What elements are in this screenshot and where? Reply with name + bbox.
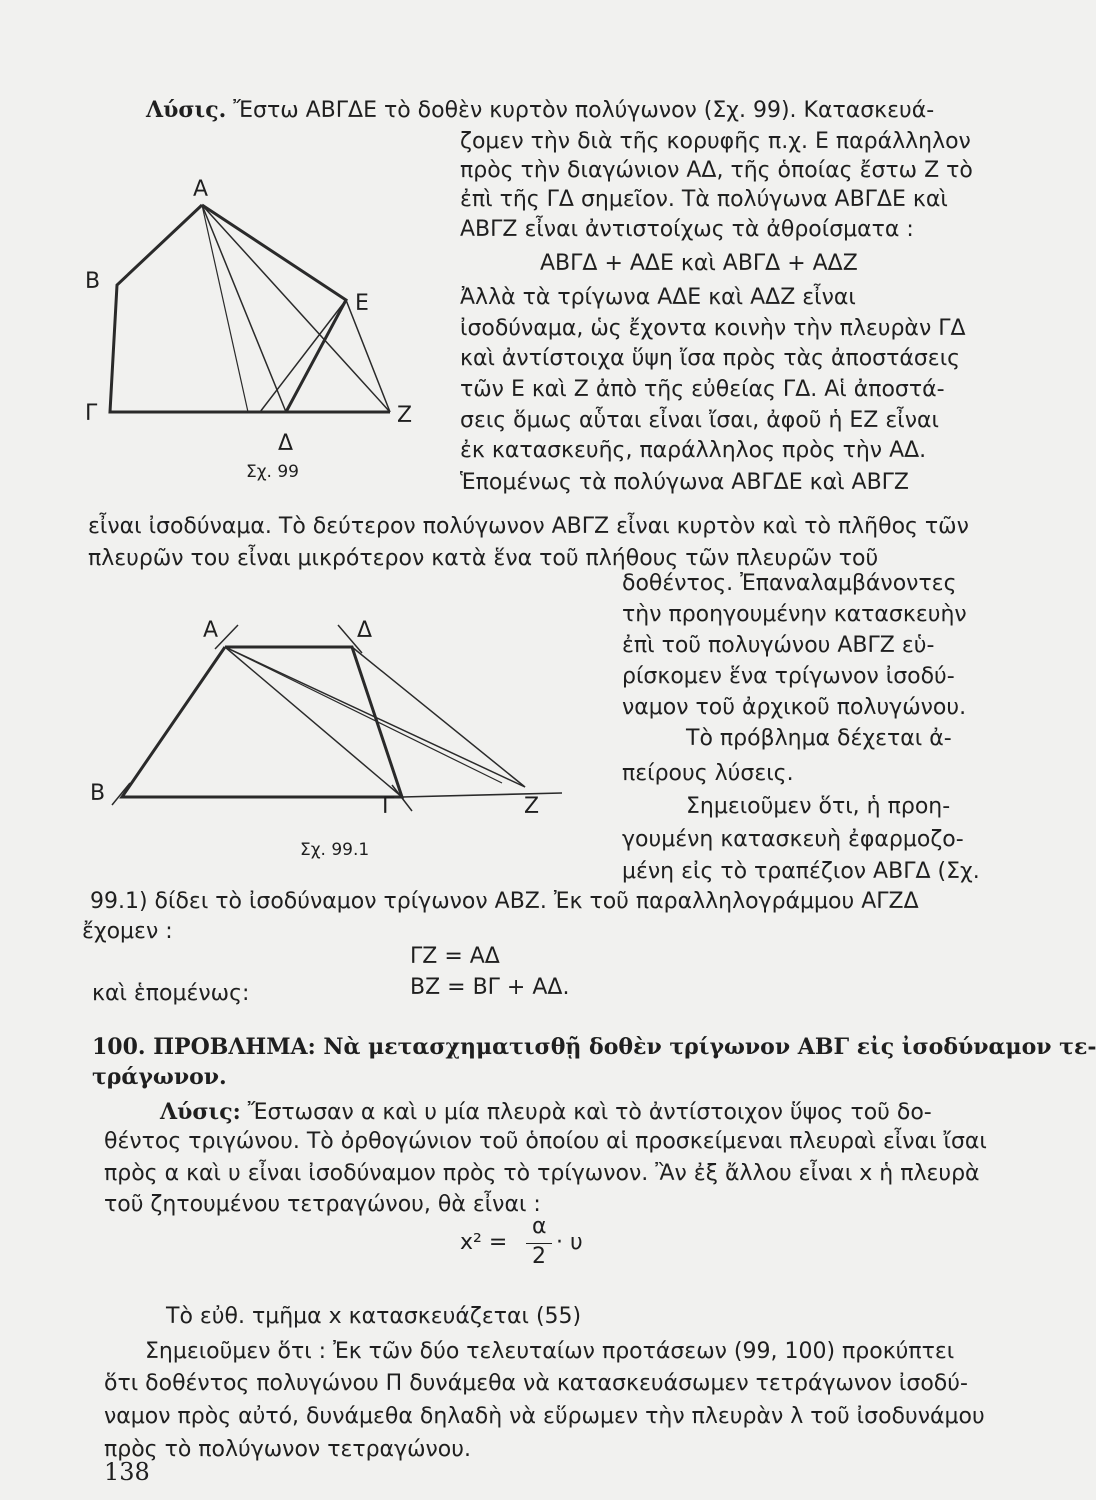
figure-99-1-caption: Σχ. 99.1	[300, 840, 370, 860]
problem-100-heading	[92, 1033, 1096, 1061]
text-line: ὅτι δοθέντος πολυγώνου Π δυνάμεθα νὰ κατασκευάσωμεν τετράγωνον ἰσοδύ-	[104, 1371, 968, 1396]
text-line: ἐπὶ τοῦ πολυγώνου ΑΒΓΖ εὑ-	[622, 633, 935, 658]
page-number: 138	[104, 1458, 150, 1486]
text-line: Ἀλλὰ τὰ τρίγωνα ΑΔΕ καὶ ΑΔΖ εἶναι	[460, 285, 856, 310]
point-label-Z: Ζ	[524, 794, 540, 819]
figure-99-1	[100, 625, 580, 820]
text-line: δοθέντος. Ἐπαναλαμβάνοντες	[622, 571, 957, 596]
text-line: Ἑπομένως τὰ πολύγωνα ΑΒΓΔΕ καὶ ΑΒΓΖ	[460, 470, 909, 495]
tick-A	[215, 625, 238, 649]
text-line: γουμένη κατασκευὴ ἐφαρμοζο-	[622, 827, 964, 852]
construct-line: Τὸ εὐθ. τμῆμα x κατασκευάζεται (55)	[166, 1304, 582, 1329]
text-line: τῶν Ε καὶ Ζ ἀπὸ τῆς εὐθείας ΓΔ. Αἱ ἀποστά-	[460, 377, 945, 402]
diagonal-AD	[202, 205, 286, 412]
point-label-Z: Ζ	[397, 403, 413, 428]
line-EZ	[346, 300, 390, 412]
text-line: Σημειοῦμεν ὅτι : Ἐκ τῶν δύο τελευταίων προτάσεων (99, 100) προκύπτει	[145, 1339, 955, 1364]
point-label-B: Β	[85, 269, 101, 294]
line-AG	[202, 205, 248, 412]
problem-text: Νὰ μετασχηματισθῇ δοθὲν τρίγωνον ΑΒΓ εἰς ἰσοδύναμον τε-	[323, 1034, 1096, 1060]
text-line: πλευρῶν του εἶναι μικρότερον κατὰ ἕνα τοῦ πλήθους τῶν πλευρῶν τοῦ	[88, 546, 879, 571]
solution2-text: Ἔστωσαν α καὶ υ μία πλευρὰ καὶ τὸ ἀντίστοιχον ὕψος τοῦ δο-	[247, 1100, 932, 1125]
problem-text-2: τράγωνον.	[92, 1064, 227, 1090]
text-line: ἔχομεν :	[82, 919, 173, 944]
point-label-A: Α	[193, 177, 209, 202]
text-line: ζομεν τὴν διὰ τῆς κορυφῆς π.χ. Ε παράλληλον	[460, 129, 971, 154]
equation-1: ΓΖ = ΑΔ	[410, 944, 500, 969]
text-line: ἰσοδύναμα, ὡς ἔχοντα κοινὴν τὴν πλευρὰν ΓΔ	[460, 316, 966, 341]
text-line: σεις ὅμως αὗται εἶναι ἴσαι, ἀφοῦ ἡ ΕΖ εἶναι	[460, 408, 939, 433]
solution2-line-1	[160, 1098, 932, 1127]
formula-denominator: 2	[532, 1244, 546, 1269]
pentagon-outline	[110, 205, 346, 412]
sum-formula: ΑΒΓΔ + ΑΔΕ καὶ ΑΒΓΔ + ΑΔΖ	[540, 251, 858, 276]
text-line: πρὸς τὸ πολύγωνον τετραγώνου.	[104, 1437, 471, 1462]
point-label-B: Β	[90, 781, 106, 806]
line-AG-alt	[225, 647, 502, 783]
solution-line-1	[146, 96, 934, 125]
text-line: τὴν προηγουμένην κατασκευὴν	[622, 602, 967, 627]
line-DZ	[352, 647, 525, 787]
formula-rhs: · υ	[556, 1230, 583, 1255]
text-line: πείρους λύσεις.	[622, 761, 794, 786]
text-line: ρίσκομεν ἕνα τρίγωνον ἰσοδύ-	[622, 664, 955, 689]
point-label-G: Γ	[85, 401, 98, 426]
text-line: 99.1) δίδει τὸ ἰσοδύναμον τρίγωνον ΑΒΖ. Ἐκ τοῦ παραλληλογράμμου ΑΓΖΔ	[90, 889, 919, 914]
text-line: ἐπὶ τῆς ΓΔ σημεῖον. Τὰ πολύγωνα ΑΒΓΔΕ καὶ	[460, 187, 948, 212]
text-line: καὶ ἀντίστοιχα ὕψη ἴσα πρὸς τὰς ἀποστάσεις	[460, 346, 961, 371]
point-label-D: Δ	[357, 618, 373, 643]
tick-B	[112, 783, 130, 805]
point-label-D: Δ	[278, 431, 294, 456]
text-line: ἐκ κατασκευῆς, παράλληλος πρὸς τὴν ΑΔ.	[460, 438, 927, 463]
figure-99	[100, 190, 430, 450]
text-line: πρὸς α καὶ υ εἶναι ἰσοδύναμον πρὸς τὸ τρίγωνον. Ἂν ἐξ ἄλλου εἶναι x ἡ πλευρὰ	[104, 1161, 980, 1186]
text-line: πρὸς τὴν διαγώνιον ΑΔ, τῆς ὁποίας ἔστω Ζ τὸ	[460, 158, 973, 183]
text-line: ΑΒΓΖ εἶναι ἀντιστοίχως τὰ ἀθροίσματα :	[460, 217, 914, 242]
text-line: Τὸ πρόβλημα δέχεται ἀ-	[686, 726, 952, 751]
formula-lhs: x² =	[460, 1230, 508, 1255]
point-label-A: Α	[203, 618, 219, 643]
figure-99-caption: Σχ. 99	[246, 462, 300, 482]
point-label-G: Γ	[382, 794, 395, 819]
text-line: ναμον πρὸς αὐτό, δυνάμεθα δηλαδὴ νὰ εὕρωμεν τὴν πλευρὰν λ τοῦ ἰσοδυνάμου	[104, 1404, 985, 1429]
equation-2: ΒΖ = ΒΓ + ΑΔ.	[410, 975, 570, 1000]
text-line: θέντος τριγώνου. Τὸ ὀρθογώνιον τοῦ ὁποίου αἱ προσκείμεναι πλευραὶ εἶναι ἴσαι	[104, 1129, 987, 1154]
text-line: ναμον τοῦ ἀρχικοῦ πολυγώνου.	[622, 695, 967, 720]
equation-2-prefix: καὶ ἑπομένως:	[92, 981, 250, 1006]
problem-number: 100.	[92, 1034, 146, 1060]
text-line: εἶναι ἰσοδύναμα. Τὸ δεύτερον πολύγωνον ΑΒΓΖ εἶναι κυρτὸν καὶ τὸ πλῆθος τῶν	[88, 514, 969, 539]
solution-label: Λύσις.	[146, 97, 227, 123]
formula-numerator: α	[532, 1214, 547, 1239]
text-line: μένη εἰς τὸ τραπέζιον ΑΒΓΔ (Σχ.	[622, 859, 980, 884]
line-DG	[352, 647, 402, 797]
solution-intro: Ἔστω ΑΒΓΔΕ τὸ δοθὲν κυρτὸν πολύγωνον (Σχ. 99). Κατασκευά-	[233, 98, 935, 123]
problem-title: ΠΡΟΒΛΗΜΑ:	[153, 1034, 316, 1060]
text-line: Σημειοῦμεν ὅτι, ἡ προη-	[686, 794, 951, 819]
point-label-E: Ε	[355, 291, 369, 316]
text-line: τοῦ ζητουμένου τετραγώνου, θὰ εἶναι :	[104, 1192, 541, 1217]
solution2-label: Λύσις:	[160, 1099, 241, 1125]
